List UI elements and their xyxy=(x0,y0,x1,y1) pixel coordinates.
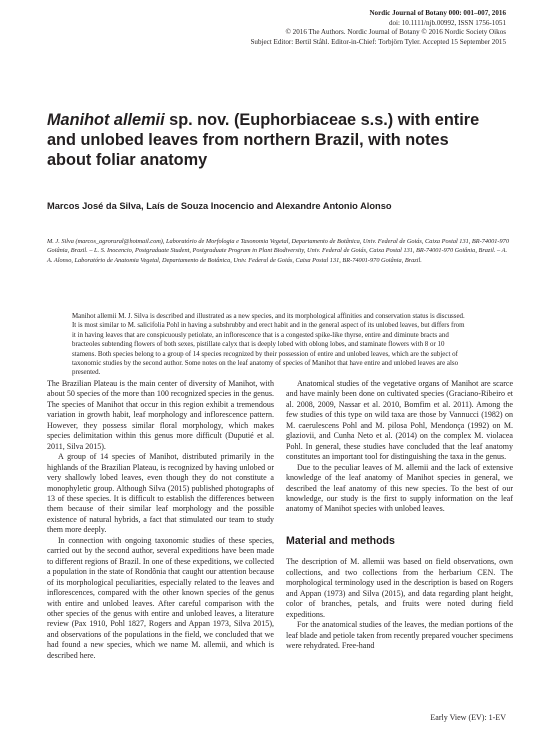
intro-paragraph-1: The Brazilian Plateau is the main center of diversity of Manihot, with about 50 species of the more than 100 recognized species in the genus. The species of Manihot that occur in this region exhibit a tremendous variation in growth habit, leaf morphology and inflorescence pattern. However, they possess similar floral morphology, which makes species delimitation within this genus more difficult (Duputié et al. 2011, Silva 2015). xyxy=(47,379,274,451)
title-rest: sp. nov. (Euphorbiaceae s.s.) with entire and unlobed leaves from northern Brazil, with notes about foliar anatomy xyxy=(47,111,480,169)
section-heading: Material and methods xyxy=(286,534,395,547)
page-footer: Early View (EV): 1-EV xyxy=(430,713,506,722)
methods-paragraph-1: The description of M. allemii was based on field observations, own collections, and two collections from the herbarium CEN. The morphological terminology used in the description is based on Rogers and Appan (1973) and Silva (2015), and data regarding plant height, color of branches, petals, and fruits were noted during field expeditions. xyxy=(286,557,513,619)
title-species-name: Manihot allemii xyxy=(47,111,165,129)
intro-paragraph-4: Anatomical studies of the vegetative organs of Manihot are scarce and have mainly been done on cultivated species (Graciano-Ribeiro et al. 2008, 2009, Nassar et al. 2010, Bomfim et al. 2011). Among the few studies of this type on wild taxa are those by Vannucci (1982) on M. caerulescens Pohl and M. pilosa Pohl, Mendonça (1992) on M. glaziovii, and Cunha Neto et al. (2014) on the complex M. violacea Pohl. In general, these studies have concluded that the leaf anatomy constitutes an important tool for distinguishing the taxa in the genus. xyxy=(286,379,513,462)
copyright-line: © 2016 The Authors. Nordic Journal of Botany © 2016 Nordic Society Oikos xyxy=(285,28,506,37)
intro-paragraph-5: Due to the peculiar leaves of M. allemii and the lack of extensive knowledge of the leaf anatomy of Manihot species in general, we described the leaf anatomy of this new species. To the best of our knowledge, our study is the first to supply information on the leaf anatomy of Manihot species with unlobed leaves. xyxy=(286,462,513,514)
author-list: Marcos José da Silva, Laís de Souza Inocencio and Alexandre Antonio Alonso xyxy=(47,201,392,211)
editor-line: Subject Editor: Bertil Ståhl. Editor-in-Chief: Torbjörn Tyler. Accepted 15 September 2015 xyxy=(250,37,506,46)
intro-paragraph-2: A group of 14 species of Manihot, distributed primarily in the highlands of the Brazilian Plateau, is recognized by having unlobed or very shallowly lobed leaves, even though they do not constitute a monophyletic group. Although Silva (2015) published photographs of 13 of these species. It is difficult to establish the differences between them because of their similar leaf morphology and the possible existence of natural hybrids, a fact that stimulated our team to study them more deeply. xyxy=(47,452,274,535)
abstract: Manihot allemii M. J. Silva is described and illustrated as a new species, and its morphological affinities and conservation status is discussed. It is most similar to M. salicifolia Pohl in having a subshrubby and erect habit and in the general aspect of its unlobed leaves, but differs from it in having leaves that are conspicuously petiolate, an inflorescence that is a congested spike-like thyrse, entire and diminute bracts and bracteoles subtending flowers of both sexes, pistillate calyx that is deeply lobed with oblong lobes, and staminate flowers with 8 or 10 stamens. Both species belong to a group of 14 species recognized by their possession of entire and unlobed leaves, which are the subject of taxonomic studies by the second author. Some notes on the leaf anatomy of species of Manihot that have entire and unlobed leaves are also presented. xyxy=(72,312,465,377)
article-title xyxy=(47,110,497,170)
methods-paragraph-2: For the anatomical studies of the leaves, the median portions of the leaf blade and petiole taken from recently prepared voucher specimens were rehydrated. Free-hand xyxy=(286,620,513,650)
author-affiliations: M. J. Silva (marcos_agrorural@hotmail.com), Laboratório de Morfologia e Taxonomia Vegetal, Departamento de Botânica, Univ. Federal de Goiás, Caixa Postal 131, BR-74001-970 Goiânia, Brazil. – L. S. Inocencio, Postgraduate Student, Postgraduate Program in Plant Biodiversity, Univ. Federal de Goiás, Caixa Postal 131, BR-74001-970 Goiânia, Brazil. – A. A. Alonso, Laboratório de Anatomia Vegetal, Departamento de Botânica, Univ. Federal de Goiás, Caixa Postal 131, BR-74001-970 Goiânia, Brazil. xyxy=(47,238,509,264)
left-column xyxy=(47,379,274,661)
right-column xyxy=(286,379,513,651)
intro-paragraph-3: In connection with ongoing taxonomic studies of these species, carried out by the second author, several expeditions have been made to different regions of Brazil. In one of these expeditions, we collected a population in the state of Rondônia that caught our attention because of its morphological peculiarities, especially related to the leaves and inflorescences, compared with the other known species of the genus with entire and unlobed leaves. After careful comparison with the other species of the genus with entire and unlobed leaves, a literature review (Pax 1910, Pohl 1827, Rogers and Appan 1973, Silva 2015), and observations of the populations in the field, we concluded that we had found a new species, which we name M. allemii, and which is described here. xyxy=(47,535,274,660)
doi-line: doi: 10.1111/njb.00992, ISSN 1756-1051 xyxy=(388,18,506,27)
journal-header xyxy=(106,9,506,47)
journal-line: Nordic Journal of Botany 000: 001–007, 2016 xyxy=(369,9,506,17)
